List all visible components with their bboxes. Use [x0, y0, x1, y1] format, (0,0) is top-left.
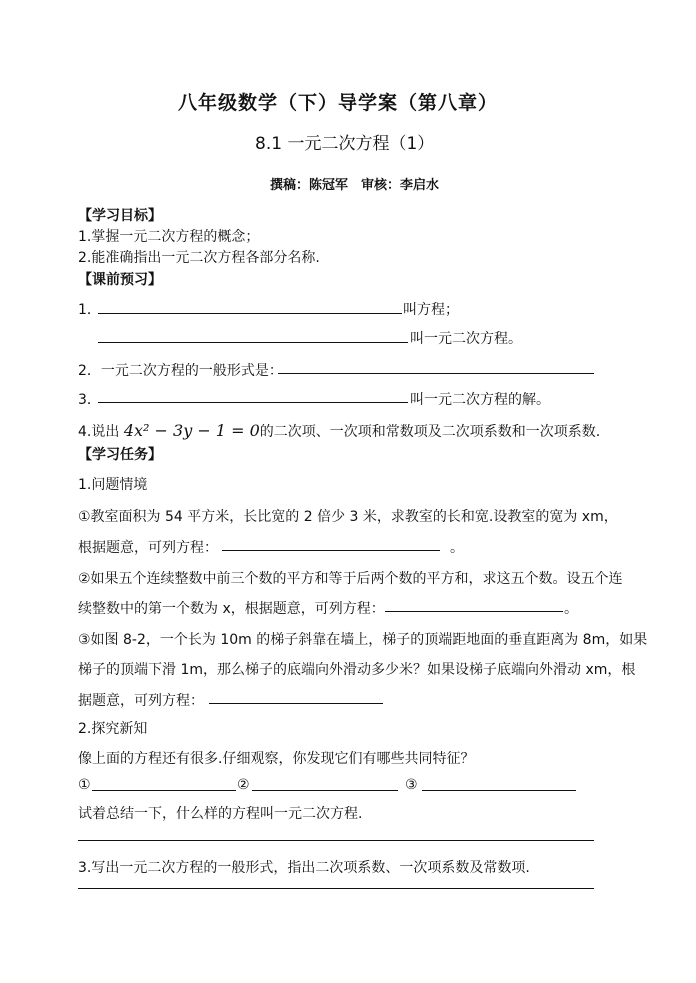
page-title: 八年级数学（下）导学案（第八章）	[178, 92, 499, 114]
answer-blank[interactable]	[98, 342, 408, 343]
preview-q4	[78, 421, 600, 441]
preview-q1-number: 1．	[78, 302, 101, 318]
answer-blank[interactable]	[98, 313, 402, 314]
answer-blank[interactable]	[98, 402, 408, 403]
answer-blank[interactable]	[92, 790, 236, 791]
problem-1-line: ①教室面积为 54 平方米，长比宽的 2 倍少 3 米，求教室的长和宽.设教室的宽为 xm，	[78, 509, 618, 525]
preview-q1a-suffix: 叫方程；	[403, 302, 459, 318]
author-line: 撰稿：陈冠军 审核：李启水	[270, 178, 440, 193]
task-subheading: 2.探究新知	[78, 721, 148, 737]
tasks-heading: 【学习任务】	[78, 447, 162, 463]
answer-line[interactable]	[78, 888, 594, 889]
problem-2-end: 。	[564, 601, 578, 617]
general-form-question: 3.写出一元二次方程的一般形式，指出二次项系数、一次项系数及常数项.	[78, 860, 530, 876]
feature-marker-1: ①	[78, 777, 91, 793]
preview-q1b-suffix: 叫一元二次方程。	[410, 331, 522, 347]
problem-3-prompt: 据题意，可列方程：	[78, 693, 204, 709]
answer-blank[interactable]	[222, 550, 440, 551]
problem-1-prompt: 根据题意，可列方程：	[78, 540, 218, 556]
preview-q3-suffix: 叫一元二次方程的解。	[410, 392, 550, 408]
feature-marker-2: ②	[237, 777, 250, 793]
answer-blank[interactable]	[252, 790, 398, 791]
answer-blank[interactable]	[385, 611, 563, 612]
problem-2-line: ②如果五个连续整数中前三个数的平方和等于后两个数的平方和，求这五个数。设五个连	[78, 571, 623, 587]
feature-marker-3: ③	[405, 777, 418, 793]
summary-question: 试着总结一下，什么样的方程叫一元二次方程.	[78, 806, 363, 822]
problem-3-line: ③如图 8-2，一个长为 10m 的梯子斜靠在墙上，梯子的顶端距地面的垂直距离为 8m，如果	[78, 632, 648, 648]
lesson-subtitle: 8.1 一元二次方程（1）	[255, 134, 435, 154]
explore-question: 像上面的方程还有很多.仔细观察，你发现它们有哪些共同特征？	[78, 751, 475, 767]
preview-q3-number: 3．	[78, 392, 101, 408]
preview-q4-suffix: 的二次项、一次项和常数项及二次项系数和一次项系数.	[259, 424, 601, 440]
goal-item: 1.掌握一元二次方程的概念；	[78, 229, 260, 245]
problem-1-end: 。	[450, 540, 464, 556]
problem-3-line: 梯子的顶端下滑 1m，那么梯子的底端向外滑动多少米？如果设梯子底端向外滑动 xm，根	[78, 662, 636, 678]
preview-heading: 【课前预习】	[78, 272, 162, 288]
preview-q4-prefix: 4.说出	[78, 424, 120, 440]
answer-blank[interactable]	[209, 703, 383, 704]
equation: 4x² − 3y − 1 = 0	[123, 421, 260, 440]
goals-heading: 【学习目标】	[78, 208, 162, 224]
goal-item: 2.能准确指出一元二次方程各部分名称.	[78, 250, 320, 266]
answer-blank[interactable]	[422, 790, 576, 791]
answer-blank[interactable]	[278, 373, 594, 374]
answer-line[interactable]	[78, 840, 594, 841]
task-subheading: 1.问题情境	[78, 477, 148, 493]
problem-2-prompt: 续整数中的第一个数为 x，根据题意，可列方程：	[78, 601, 385, 617]
preview-q2: 2．一元二次方程的一般形式是：	[78, 363, 283, 379]
